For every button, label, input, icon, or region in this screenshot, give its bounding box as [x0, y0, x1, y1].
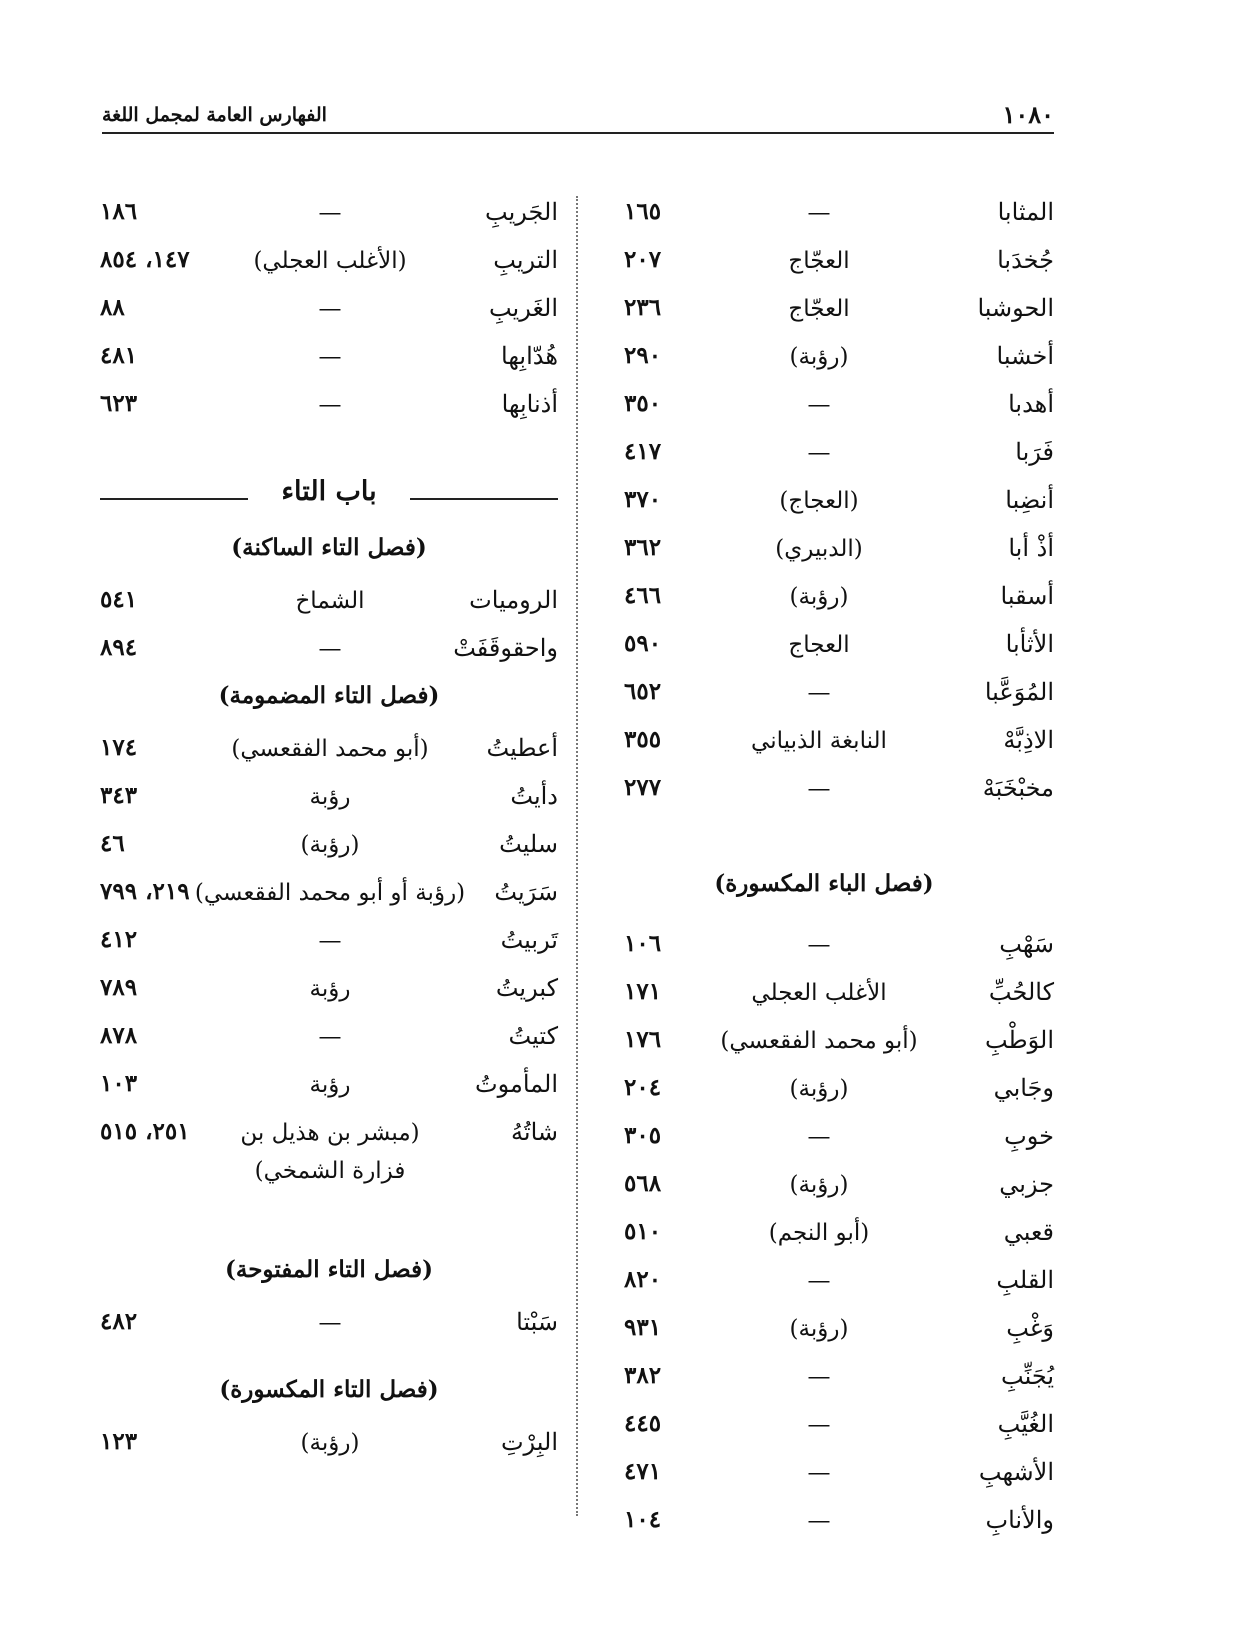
index-row [594, 334, 1054, 382]
poet-name: — [318, 392, 342, 418]
rhyme-word: سليتُ [499, 830, 558, 858]
rhyme-word: قعبي [1003, 1218, 1054, 1246]
index-row [594, 766, 1054, 814]
page-reference: ٨٢٠ [624, 1266, 662, 1293]
page-reference: ٦٥٢ [624, 678, 662, 705]
index-row [100, 1110, 558, 1158]
index-row [100, 238, 558, 286]
poet-name: (مبشر بن هذيل بن [240, 1120, 420, 1146]
page-reference: ٥٦٨ [624, 1170, 662, 1197]
index-row [100, 1420, 558, 1468]
rhyme-word: جُخدَبا [997, 246, 1054, 274]
rhyme-word: الغُيَّبِ [997, 1410, 1054, 1438]
section-heading-ba-maksura: (فصل الباء المكسورة) [714, 870, 934, 897]
page-reference: ٤٨١ [100, 342, 138, 369]
poet-continuation: فزارة الشمخي) [254, 1158, 406, 1184]
poet-name: (رؤبة) [300, 832, 360, 858]
poet-name: (رؤبة) [789, 1076, 849, 1102]
rhyme-word: جزبي [999, 1170, 1054, 1198]
rhyme-word: الغَريبِ [488, 294, 558, 322]
page-reference: ١٤٧، ٨٥٤ [100, 246, 190, 273]
rhyme-word: هُدّابِها [501, 342, 558, 370]
poet-name: (رؤبة) [789, 584, 849, 610]
page-reference: ٣٦٢ [624, 534, 662, 561]
page-header [102, 96, 1054, 134]
index-row [594, 1498, 1054, 1546]
rhyme-word: وَغْبِ [1006, 1314, 1054, 1342]
index-row [594, 1114, 1054, 1162]
poet-name: (رؤبة) [789, 344, 849, 370]
rhyme-word: سَهْبِ [999, 930, 1054, 958]
index-row [594, 1066, 1054, 1114]
index-row [100, 1062, 558, 1110]
index-row [100, 774, 558, 822]
section-heading-ta-maksura: (فصل التاء المكسورة) [219, 1376, 439, 1403]
rhyme-word: البِرْتِ [500, 1428, 558, 1456]
index-row [594, 1210, 1054, 1258]
index-row [594, 1354, 1054, 1402]
rhyme-word: أنضِبا [1005, 486, 1054, 514]
poet-name: — [318, 1310, 342, 1336]
page-reference: ٨٨ [100, 294, 125, 321]
page-reference: ١٠٤ [624, 1506, 662, 1533]
section-heading-ta-maftuha: (فصل التاء المفتوحة) [225, 1256, 433, 1283]
poet-name: الشماخ [295, 588, 365, 614]
poet-name: (الدبيري) [775, 536, 863, 562]
rhyme-word: سَرَيتُ [494, 878, 558, 906]
page-reference: ٣٠٥ [624, 1122, 662, 1149]
index-row [594, 1258, 1054, 1306]
poet-name: — [318, 296, 342, 322]
poet-name: رؤبة [309, 976, 351, 1002]
page-reference: ١٧١ [624, 978, 662, 1005]
poet-name: (الأغلب العجلي) [253, 248, 407, 274]
rhyme-word: كتيتُ [508, 1022, 558, 1050]
poet-name: — [807, 1460, 831, 1486]
page-reference: ٤٧١ [624, 1458, 662, 1485]
rhyme-word: الحوشبا [977, 294, 1054, 322]
rhyme-list-ba-maftuha [594, 190, 1054, 814]
page-reference: ٣٥٥ [624, 726, 662, 753]
poet-name: — [807, 392, 831, 418]
page-reference: ٢٥١، ٥١٥ [100, 1118, 190, 1145]
page-reference: ٥٩٠ [624, 630, 662, 657]
poet-name: العجّاج [788, 296, 850, 322]
rhyme-word: الوَطْبِ [984, 1026, 1054, 1054]
page-title: الفهارس العامة لمجمل اللغة [102, 104, 327, 126]
rhyme-list-ta-madmuma [100, 726, 558, 1158]
index-row [594, 574, 1054, 622]
index-row [594, 1450, 1054, 1498]
poet-name: (أبو محمد الفقعسي) [231, 736, 429, 762]
rhyme-list-ta-maksura [100, 1420, 558, 1468]
page-reference: ٣٥٠ [624, 390, 662, 417]
page-reference: ٤٨٢ [100, 1308, 138, 1335]
continuation-row [100, 1158, 558, 1210]
index-row [594, 922, 1054, 970]
poet-name: — [807, 1508, 831, 1534]
page-reference: ٦٢٣ [100, 390, 138, 417]
rhyme-list-ba-continued [100, 190, 558, 430]
poet-name: — [807, 200, 831, 226]
rhyme-word: فَرَبا [1015, 438, 1054, 466]
rhyme-word: التريبِ [493, 246, 558, 274]
rhyme-word: الجَريبِ [485, 198, 558, 226]
page-reference: ٢٠٧ [624, 246, 662, 273]
page-reference: ٩٣١ [624, 1314, 662, 1341]
rhyme-word: المأموتُ [474, 1070, 558, 1098]
index-row [594, 526, 1054, 574]
rhyme-word: شاتُهُ [511, 1118, 558, 1146]
page-reference: ٣٨٢ [624, 1362, 662, 1389]
poet-name: (العجاج) [779, 488, 859, 514]
poet-name: (أبو محمد الفقعسي) [720, 1028, 918, 1054]
section-heading-ta-sakina: (فصل التاء الساكنة) [231, 534, 427, 561]
poet-name: — [807, 440, 831, 466]
page-reference: ٤٤٥ [624, 1410, 662, 1437]
index-row [594, 1018, 1054, 1066]
rhyme-list-ta-maftuha [100, 1300, 558, 1348]
index-row [100, 382, 558, 430]
poet-name: النابغة الذبياني [751, 728, 887, 754]
rhyme-word: الاذِبَّهْ [1003, 726, 1054, 754]
poet-name: — [807, 1412, 831, 1438]
poet-name: — [807, 776, 831, 802]
page-reference: ٧٨٩ [100, 974, 138, 1001]
rhyme-word: خوبِ [1004, 1122, 1054, 1150]
page-reference: ٥١٠ [624, 1218, 662, 1245]
rhyme-word: دأيتُ [510, 782, 558, 810]
rhyme-word: تَربيتُ [500, 926, 558, 954]
index-row [100, 334, 558, 382]
right-column [594, 190, 1054, 1546]
column-divider [576, 196, 578, 1516]
page-number: ١٠٨٠ [1002, 100, 1054, 129]
rhyme-word: والأنابِ [985, 1506, 1054, 1534]
page-reference: ٢٩٠ [624, 342, 662, 369]
poet-name: — [807, 1268, 831, 1294]
poet-name: — [807, 932, 831, 958]
index-row [594, 190, 1054, 238]
rhyme-word: أذنابِها [501, 390, 558, 418]
page-reference: ١٦٥ [624, 198, 662, 225]
rhyme-word: المُوَعَّبا [984, 678, 1054, 706]
rhyme-word: أذْ أبا [1008, 534, 1054, 562]
index-row [100, 190, 558, 238]
rhyme-word: القلبِ [996, 1266, 1054, 1294]
poet-name: — [318, 928, 342, 954]
index-row [100, 966, 558, 1014]
index-row [100, 626, 558, 674]
rhyme-word: الأشهبِ [978, 1458, 1054, 1486]
section-heading-ta-madmuma: (فصل التاء المضمومة) [218, 682, 440, 709]
index-row [594, 718, 1054, 766]
rhyme-list-ta-sakina [100, 578, 558, 674]
poet-name: (رؤبة أو أبو محمد الفقعسي) [194, 880, 466, 906]
rhyme-word: أسقبا [1000, 582, 1054, 610]
rhyme-word: سَبْتا [516, 1308, 558, 1336]
chapter-rule-right [410, 498, 558, 500]
page-reference: ٤١٢ [100, 926, 138, 953]
page-reference: ٢٠٤ [624, 1074, 662, 1101]
index-row [100, 1300, 558, 1348]
rhyme-word: المثابا [997, 198, 1054, 226]
page-reference: ٢١٩، ٧٩٩ [100, 878, 190, 905]
rhyme-word: الأثأبا [1005, 630, 1054, 658]
rhyme-word: الروميات [469, 586, 558, 614]
poet-name: (رؤبة) [789, 1172, 849, 1198]
poet-name: رؤبة [309, 1072, 351, 1098]
rhyme-word: وجَابي [993, 1074, 1054, 1102]
poet-name: — [807, 680, 831, 706]
index-row [594, 1402, 1054, 1450]
page-reference: ٥٤١ [100, 586, 138, 613]
page-reference: ٨٧٨ [100, 1022, 138, 1049]
poet-name: — [807, 1124, 831, 1150]
left-column [100, 190, 558, 1468]
page-reference: ٢٧٧ [624, 774, 662, 801]
index-row [594, 970, 1054, 1018]
rhyme-list-ba-maksura [594, 922, 1054, 1546]
index-row [594, 238, 1054, 286]
poet-name: رؤبة [309, 784, 351, 810]
poet-name: — [318, 200, 342, 226]
index-row [100, 822, 558, 870]
rhyme-word: أعطيتُ [486, 734, 558, 762]
index-row [594, 286, 1054, 334]
poet-name: (رؤبة) [300, 1430, 360, 1456]
page-reference: ٣٧٠ [624, 486, 662, 513]
page-reference: ٤٦ [100, 830, 125, 857]
page-reference: ١٢٣ [100, 1428, 138, 1455]
rhyme-word: يُجَنِّبِ [1001, 1362, 1054, 1390]
page-reference: ٤١٧ [624, 438, 662, 465]
index-row [100, 578, 558, 626]
poet-name: — [807, 1364, 831, 1390]
chapter-rule-left [100, 498, 248, 500]
page-reference: ١٨٦ [100, 198, 138, 225]
page-reference: ١٧٦ [624, 1026, 662, 1053]
index-row [100, 870, 558, 918]
index-row [594, 1306, 1054, 1354]
poet-name: العجّاج [788, 248, 850, 274]
page-reference: ١٠٣ [100, 1070, 138, 1097]
page-reference: ٣٤٣ [100, 782, 138, 809]
index-row [594, 382, 1054, 430]
index-row [594, 1162, 1054, 1210]
page-reference: ٢٣٦ [624, 294, 662, 321]
poet-name: (رؤبة) [789, 1316, 849, 1342]
page-reference: ٤٦٦ [624, 582, 662, 609]
chapter-title: باب التاء [281, 476, 377, 507]
rhyme-word: واحقوقَفَتْ [453, 634, 558, 662]
index-row [100, 1014, 558, 1062]
index-row [594, 430, 1054, 478]
poet-name: العجاج [788, 632, 850, 658]
rhyme-word: أخشبا [996, 342, 1054, 370]
index-row [594, 670, 1054, 718]
rhyme-word: أهدبا [1008, 390, 1054, 418]
poet-name: — [318, 636, 342, 662]
poet-name: الأغلب العجلي [751, 980, 887, 1006]
index-row [100, 918, 558, 966]
chapter-heading-ta [100, 470, 558, 526]
rhyme-word: كبريتُ [495, 974, 558, 1002]
page-reference: ١٧٤ [100, 734, 138, 761]
index-row [100, 286, 558, 334]
poet-name: — [318, 344, 342, 370]
rhyme-word: مخبْخَبَهْ [982, 774, 1054, 802]
index-row [100, 726, 558, 774]
rhyme-word: كالحُبِّ [988, 978, 1054, 1006]
page-reference: ١٠٦ [624, 930, 662, 957]
poet-name: (أبو النجم) [768, 1220, 870, 1246]
index-row [594, 622, 1054, 670]
index-row [594, 478, 1054, 526]
page-reference: ٨٩٤ [100, 634, 138, 661]
poet-name: — [318, 1024, 342, 1050]
